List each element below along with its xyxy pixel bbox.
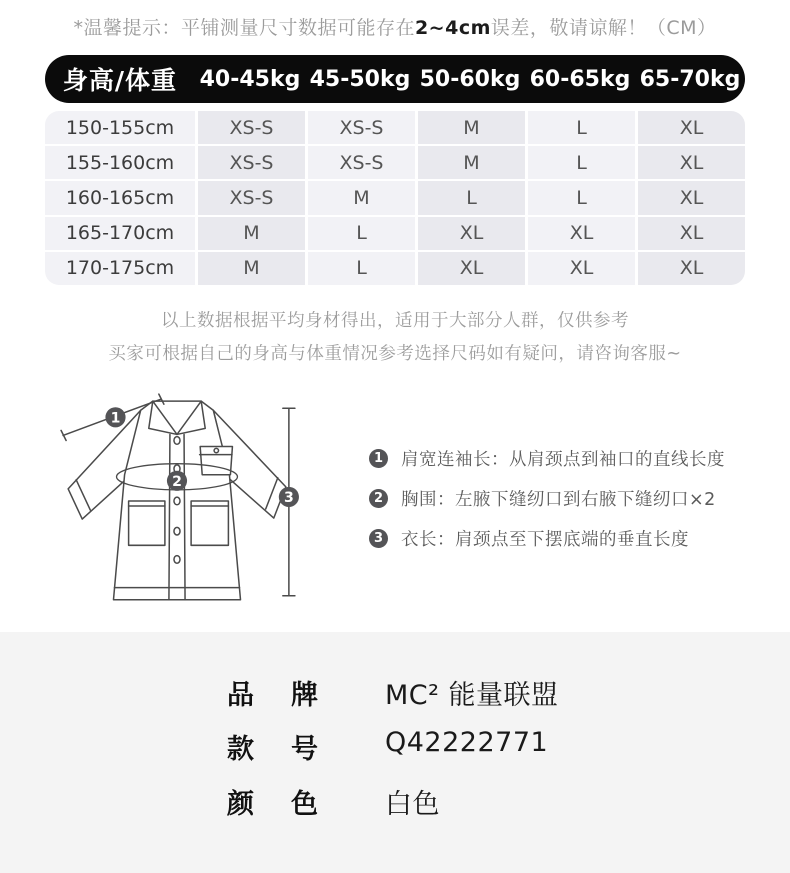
size-cell: XL	[528, 217, 635, 250]
size-cell: XL	[638, 111, 745, 144]
size-cell: XL	[638, 252, 745, 285]
size-cell: XL	[638, 181, 745, 214]
height-cell: 150-155cm	[45, 111, 195, 144]
number-3-badge-icon: 3	[369, 529, 388, 548]
header-height-weight: 身高/体重	[62, 66, 178, 95]
left-pocket	[129, 501, 165, 545]
header-weight-col: 40-45kg	[199, 66, 301, 92]
header-weight-col: 60-65kg	[529, 66, 631, 92]
disclaimer-line-1: 以上数据根据平均身材得出，适用于大部分人群，仅供参考	[161, 311, 629, 331]
size-cell: XL	[528, 252, 635, 285]
header-weight-col: 65-70kg	[639, 66, 741, 92]
size-table-header	[45, 55, 745, 103]
color-value: 白色	[385, 789, 440, 820]
size-cell: L	[418, 181, 525, 214]
badge-2-number: 2	[172, 473, 182, 490]
note-prefix: *温馨提示：平铺测量尺寸数据可能存在	[73, 17, 415, 39]
height-cell: 170-175cm	[45, 252, 195, 285]
style-number-label: 款 号	[227, 734, 318, 765]
badge-3-number: 3	[283, 489, 294, 506]
style-number-value: Q42222771	[385, 727, 549, 758]
size-cell: XS-S	[198, 111, 305, 144]
size-cell: M	[308, 181, 415, 214]
product-info-section	[0, 632, 790, 873]
measure-item-chest	[369, 488, 725, 508]
measure-tip-note	[0, 13, 790, 40]
number-1-badge-icon: 1	[369, 449, 388, 468]
size-cell: XS-S	[198, 181, 305, 214]
size-cell: L	[528, 181, 635, 214]
size-cell: M	[418, 146, 525, 179]
size-cell: L	[308, 217, 415, 250]
height-cell: 155-160cm	[45, 146, 195, 179]
size-cell: M	[418, 111, 525, 144]
badge-1-number: 1	[110, 410, 121, 427]
disclaimer-line-2: 买家可根据自己的身高与体重情况参考选择尺码如有疑问，请咨询客服~	[108, 344, 682, 364]
size-cell: XL	[418, 217, 525, 250]
robe-illustration	[52, 388, 304, 625]
size-cell: L	[528, 111, 635, 144]
size-cell: M	[198, 252, 305, 285]
disclaimer-text	[0, 305, 790, 371]
color-label: 颜 色	[227, 789, 318, 820]
measure-text: 胸围：左腋下缝纫口到右腋下缝纫口×2	[401, 489, 716, 510]
brand-value: MC² 能量联盟	[385, 680, 559, 711]
size-cell: XL	[638, 217, 745, 250]
brand-label: 品 牌	[227, 680, 318, 711]
measure-item-length	[369, 528, 725, 548]
size-cell: XL	[638, 146, 745, 179]
brand-row	[0, 673, 790, 711]
measure-text: 肩宽连袖长：从肩颈点到袖口的直线长度	[401, 449, 725, 470]
size-cell: XS-S	[308, 146, 415, 179]
size-table	[45, 111, 745, 285]
size-cell: L	[308, 252, 415, 285]
size-cell: XL	[418, 252, 525, 285]
height-cell: 165-170cm	[45, 217, 195, 250]
measure-text: 衣长：肩颈点至下摆底端的垂直长度	[401, 529, 689, 550]
measure-item-shoulder-sleeve	[369, 448, 725, 468]
note-suffix: 误差，敬请谅解！（CM）	[490, 17, 717, 39]
height-cell: 160-165cm	[45, 181, 195, 214]
number-2-badge-icon: 2	[369, 489, 388, 508]
style-number-row	[0, 727, 790, 765]
size-cell: L	[528, 146, 635, 179]
garment-diagram	[52, 388, 304, 625]
note-tolerance: 2~4cm	[414, 17, 491, 39]
size-cell: XS-S	[198, 146, 305, 179]
size-cell: XS-S	[308, 111, 415, 144]
color-row	[0, 782, 790, 820]
size-cell: M	[198, 217, 305, 250]
right-pocket	[191, 501, 228, 545]
header-weight-col: 45-50kg	[309, 66, 411, 92]
chest-pocket	[200, 447, 232, 475]
header-weight-col: 50-60kg	[419, 66, 521, 92]
measure-legend	[369, 448, 725, 568]
